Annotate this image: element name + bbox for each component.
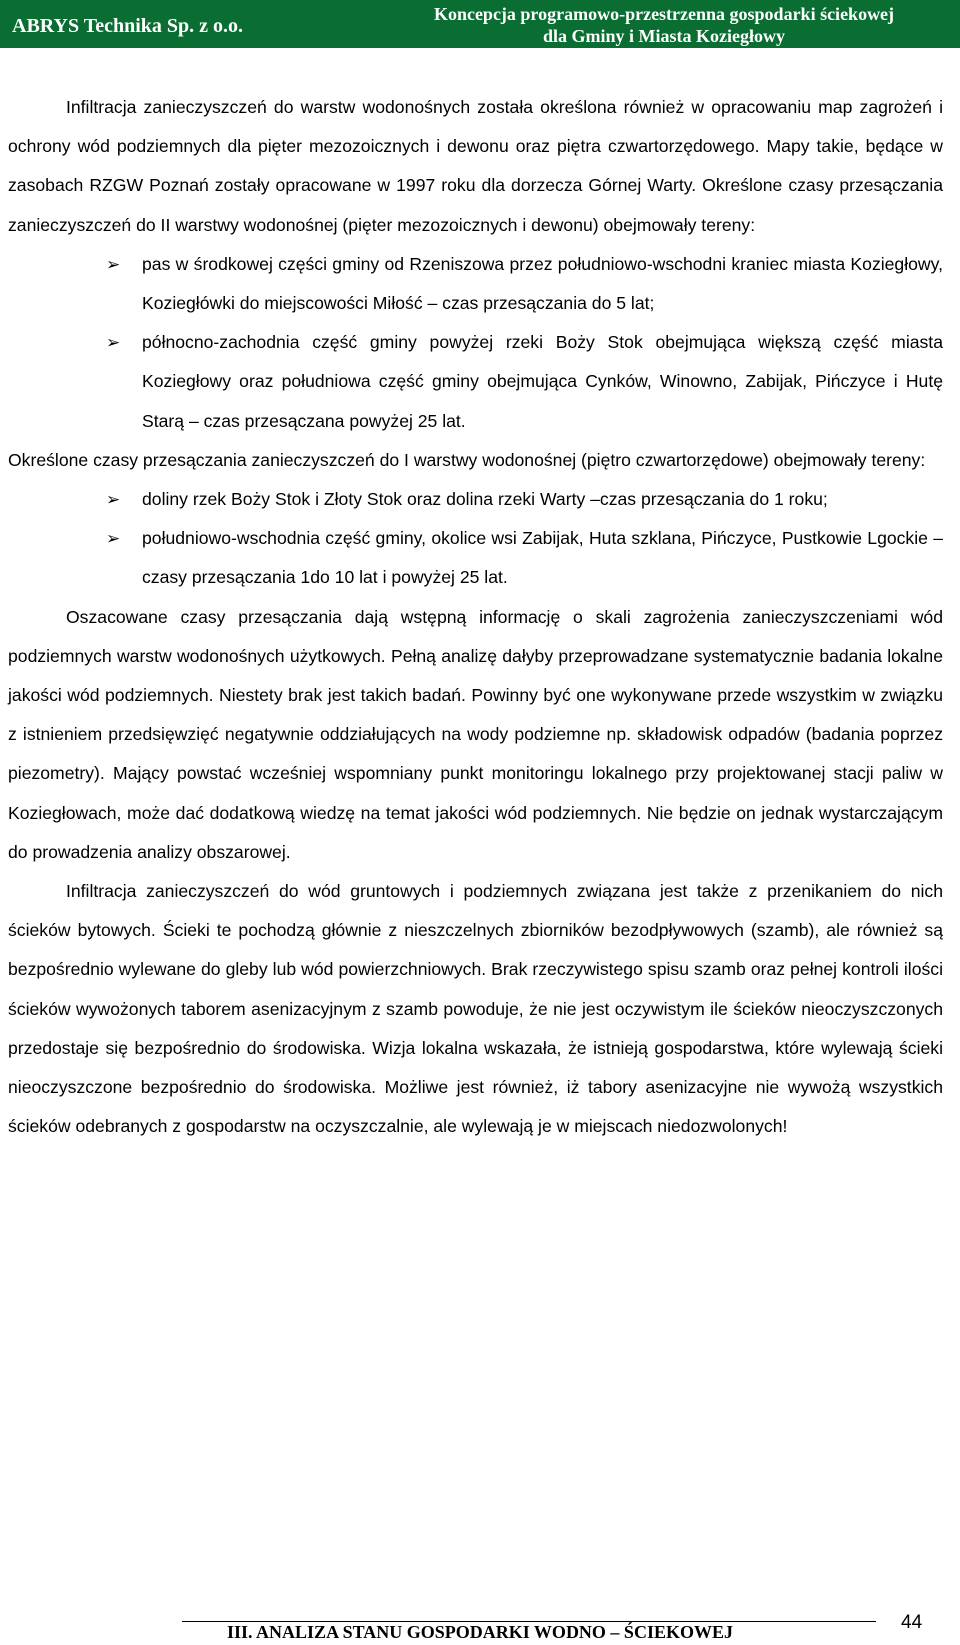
list-item-text: pas w środkowej części gminy od Rzeniszowa przez południowo-wschodni kraniec miasta Koziegłowy, Koziegłówki do miejscowości Miłość – czas przesączania do 5 lat;: [142, 253, 943, 314]
paragraph-sewage-infiltration: Infiltracja zanieczyszczeń do wód gruntowych i podziemnych związana jest także z przenikaniem do nich ścieków bytowych. Ścieki te pochodzą głównie z nieszczelnych zbiorników bezodpływowych (szamb), ale również są bezpośrednio wylewane do gleby lub wód powierzchniowych. Brak rzeczywistego spisu szamb oraz pełnej kontroli ilości ścieków wywożonych taborem asenizacyjnym z szamb powoduje, że nie jest oczywistym ile ścieków nieoczyszczonych przedostaje się bezpośrednio do środowiska. Wizja lokalna wskazała, że istnieją gospodarstwa, które wylewają ścieki nieoczyszczone bezpośrednio do środowiska. Możliwe jest również, iż tabory asenizacyjne nie wywożą wszystkich ścieków odebranych z gospodarstw na oczyszczalnie, ale wylewają je w miejscach niedozwolonych!: [8, 881, 943, 1137]
paragraph-infiltration-maps: Infiltracja zanieczyszczeń do warstw wodonośnych została określona również w opracowaniu map zagrożeń i ochrony wód podziemnych dla pięter mezozoicznych i dewonu oraz piętra czwartorzędowego. Mapy takie, będące w zasobach RZGW Poznań zostały opracowane w 1997 roku dla dorzecza Górnej Warty. Określone czasy przesączania zanieczyszczeń do II warstwy wodonośnej (pięter mezozoicznych i dewonu) obejmowały tereny:: [8, 97, 943, 235]
arrow-bullet-icon: ➢: [106, 490, 121, 510]
document-body: [8, 88, 943, 1146]
arrow-bullet-icon: ➢: [106, 333, 121, 353]
arrow-bullet-icon: ➢: [106, 529, 121, 549]
paragraph-estimated-times: Oszacowane czasy przesączania dają wstępną informację o skali zagrożenia zanieczyszczeniami wód podziemnych warstw wodonośnych użytkowych. Pełną analizę dałyby przeprowadzane systematycznie badania lokalne jakości wód podziemnych. Niestety brak jest takich badań. Powinny być one wykonywane przede wszystkim w związku z istnieniem przedsięwzięć negatywnie oddziałujących na wody podziemne np. składowisk odpadów (badania poprzez piezometry). Mający powstać wcześniej wspomniany punkt monitoringu lokalnego przy projektowanej stacji paliw w Koziegłowach, może dać dodatkową wiedzę na temat jakości wód podziemnych. Nie będzie on jednak wystarczającym do prowadzenia analizy obszarowej.: [8, 606, 943, 862]
bullet-list-layer-1: [8, 480, 943, 598]
list-item: [106, 323, 943, 441]
document-title-line-1: Koncepcja programowo-przestrzenna gospodarki ściekowej: [433, 4, 895, 24]
list-item-text: północno-zachodnia część gminy powyżej rzeki Boży Stok obejmująca większą część miasta Koziegłowy oraz południowa część gminy obejmująca Cynków, Winowno, Zabijak, Pińczyce i Hutę Starą – czas przesączana powyżej 25 lat.: [142, 332, 943, 431]
paragraph-layer-1: Określone czasy przesączania zanieczyszczeń do I warstwy wodonośnej (piętro czwartorzędowe) obejmowały tereny:: [8, 449, 926, 470]
document-title-line-2: dla Gminy i Miasta Koziegłowy: [543, 26, 785, 46]
company-name: ABRYS Technika Sp. z o.o.: [12, 15, 244, 37]
page-header: [0, 0, 960, 48]
list-item: [106, 519, 943, 597]
page-number: 44: [901, 1612, 923, 1633]
list-item-text: doliny rzek Boży Stok i Złoty Stok oraz dolina rzeki Warty –czas przesączania do 1 roku;: [142, 489, 828, 510]
footer-section-title: III. ANALIZA STANU GOSPODARKI WODNO – ŚCIEKOWEJ: [227, 1622, 733, 1642]
list-item: [106, 480, 943, 519]
bullet-list-layer-2: [8, 245, 943, 441]
list-item-text: południowo-wschodnia część gminy, okolice wsi Zabijak, Huta szklana, Pińczyce, Pustkowie Lgockie – czasy przesączania 1do 10 lat i powyżej 25 lat.: [142, 528, 943, 588]
document-title: [384, 3, 944, 47]
arrow-bullet-icon: ➢: [106, 254, 121, 274]
list-item: [106, 245, 943, 323]
